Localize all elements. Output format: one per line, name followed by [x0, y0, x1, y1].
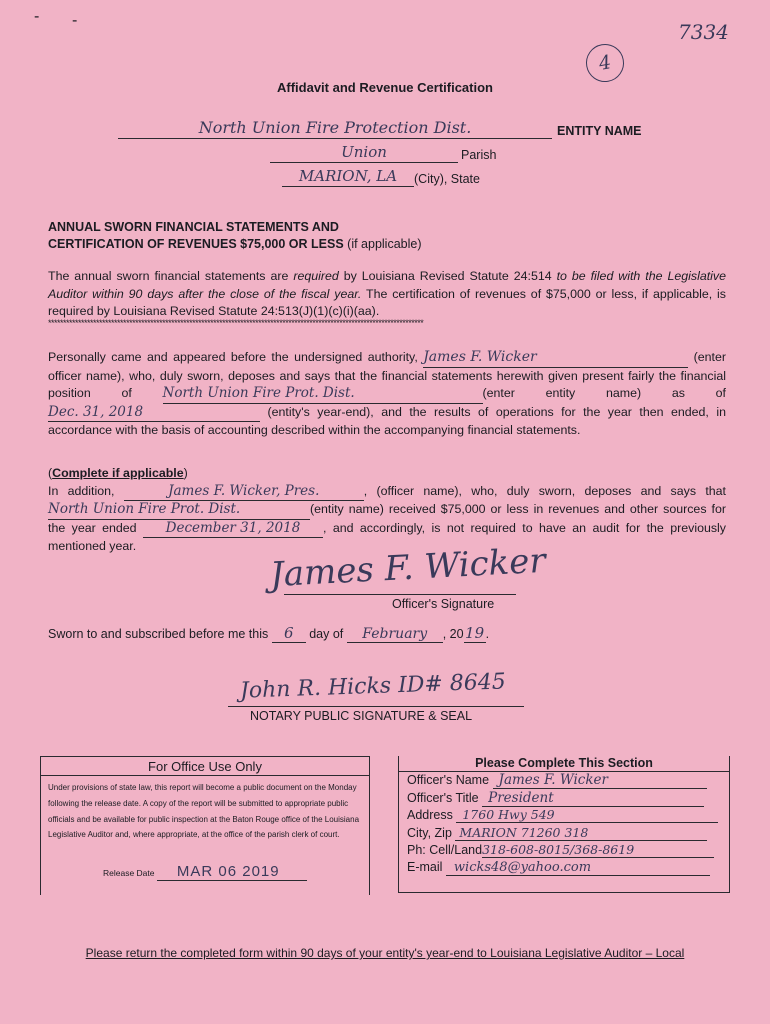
field-city-zip — [407, 825, 729, 843]
affidavit-text-3: (enter entity name) as of — [482, 386, 726, 400]
field-officer-name-label: Officer's Name — [407, 773, 490, 787]
intro-part-3: by Louisiana Revised Statute 24:514 — [338, 269, 557, 283]
officer-signature: James F. Wicker — [269, 540, 547, 596]
intro-part-5: The certification of revenues of $75,000 or less, if applicable, is required by Louisiana Revised Statute 24:513(J)(1)(c)(i)(aa). — [48, 286, 726, 318]
footer-instructions: Please return the completed form within 90 days of your entity's year-end to Louisiana Legislative Auditor – Local — [85, 946, 685, 960]
field-address-value: 1760 Hwy 549 — [456, 807, 718, 823]
circled-number: 4 — [583, 41, 627, 85]
field-officer-name — [407, 772, 729, 790]
field-phone-value: 318-608-8015/368-8619 — [482, 842, 714, 858]
officer-signature-line — [284, 594, 516, 595]
section-heading-2-wrap — [48, 237, 422, 251]
affidavit-text-2: (enter officer name), who, duly sworn, deposes and says that the financial statements herewith given present fairly the financial position of — [48, 350, 726, 400]
affidavit-entity: North Union Fire Prot. Dist. — [163, 385, 483, 404]
intro-paragraph — [48, 268, 726, 321]
complete-paragraph — [48, 465, 726, 556]
city-line — [282, 168, 414, 187]
field-email-label: E-mail — [407, 859, 443, 874]
field-city-zip-value: MARION 71260 318 — [455, 825, 707, 841]
release-date-label: Release Date — [103, 868, 155, 878]
field-phone — [407, 842, 729, 860]
affidavit-text-4: (entity's year-end), and the results of operations for the year then ended, in accordance with the basis of accounting described within the accompanying financial statements. — [48, 404, 726, 437]
complete-officer: James F. Wicker, Pres. — [124, 483, 364, 502]
affidavit-paragraph — [48, 349, 726, 440]
complete-open-paren: ( — [48, 466, 53, 480]
release-date-value: MAR 06 2019 — [157, 863, 307, 881]
page-number: 7334 — [678, 20, 729, 44]
please-complete-box — [398, 756, 730, 893]
complete-text-2: , (officer name), who, duly sworn, deposes and says that — [363, 483, 726, 498]
intro-part-2: required — [293, 269, 339, 283]
field-email-value: wicks48@yahoo.com — [446, 860, 710, 876]
complete-entity: North Union Fire Prot. Dist. — [48, 501, 310, 520]
sworn-year: 19 — [465, 624, 485, 642]
section-heading-1: ANNUAL SWORN FINANCIAL STATEMENTS AND — [48, 220, 339, 234]
please-complete-title: Please Complete This Section — [475, 756, 653, 770]
field-email — [407, 860, 729, 878]
field-address-label: Address — [407, 808, 453, 822]
entity-name-value: North Union Fire Protection Dist. — [198, 118, 472, 137]
field-officer-title-value: President — [482, 790, 704, 807]
sworn-line — [48, 624, 489, 643]
entity-name-line — [118, 118, 552, 139]
intro-part-4: to be filed with the Legislative Auditor within 90 days after the close of the fiscal year. — [48, 269, 726, 301]
city-value: MARION, LA — [298, 167, 398, 185]
notary-label: NOTARY PUBLIC SIGNATURE & SEAL — [250, 709, 473, 723]
field-officer-title-label: Officer's Title — [407, 790, 479, 805]
please-complete-fields — [399, 772, 729, 877]
release-date-row — [103, 863, 307, 881]
section-heading-2: CERTIFICATION OF REVENUES $75,000 OR LESS — [48, 237, 344, 251]
affidavit-text-1: Personally came and appeared before the undersigned authority, — [48, 350, 424, 364]
office-use-body: Under provisions of state law, this report will become a public document on the Monday following the release date. A copy of the report will be submitted to appropriate public officials and be available for public inspection at the Baton Rouge office of the Louisiana Legislative Auditor and, where appropriate, at the office of the parish clerk of court. — [48, 783, 360, 840]
field-phone-label: Ph: Cell/Land — [407, 843, 483, 857]
parish-line — [270, 144, 458, 163]
notary-signature: John R. Hicks ID# 8645 — [239, 669, 507, 704]
entity-name-label: ENTITY NAME — [557, 124, 642, 138]
page-title: Affidavit and Revenue Certification — [277, 80, 493, 95]
parish-label: Parish — [461, 148, 497, 162]
corner-dash-1: - — [34, 8, 40, 25]
sworn-day: 6 — [272, 624, 306, 643]
stars-divider: ***************************************************************************************************************************** — [48, 318, 424, 328]
section-heading-suffix: (if applicable) — [347, 237, 422, 251]
affidavit-officer: James F. Wicker — [423, 349, 688, 368]
corner-dash-2: - — [72, 12, 78, 29]
intro-part-1: The annual sworn financial statements are — [48, 269, 294, 283]
city-label: (City), State — [414, 172, 480, 186]
complete-text-1: In addition, — [48, 483, 124, 498]
sworn-text-4: . — [485, 627, 490, 641]
sworn-month: February — [347, 626, 443, 643]
sworn-text-2: day of — [305, 627, 347, 641]
sworn-text-3: , 20 — [442, 627, 464, 641]
office-use-title: For Office Use Only — [148, 759, 262, 774]
complete-text-4: , and accordingly, is not required to have an audit for the previously mentioned year. — [48, 520, 726, 553]
sworn-text-1: Sworn to and subscribed before me this — [48, 627, 272, 641]
field-address — [407, 807, 729, 825]
field-officer-name-value: James F. Wicker — [493, 772, 707, 789]
office-use-box — [40, 756, 370, 895]
complete-year: December 31, 2018 — [143, 520, 323, 539]
complete-close-paren: ) — [183, 466, 188, 480]
affidavit-year-end: Dec. 31, 2018 — [48, 404, 260, 423]
field-officer-title — [407, 790, 729, 808]
officer-signature-label: Officer's Signature — [392, 597, 495, 611]
complete-text-3: (entity name) received $75,000 or less in revenues and other sources for the year ended — [48, 502, 726, 535]
notary-signature-line — [228, 706, 524, 707]
field-city-zip-label: City, Zip — [407, 825, 452, 840]
parish-value: Union — [341, 143, 387, 161]
complete-label: Complete if applicable — [52, 466, 184, 480]
